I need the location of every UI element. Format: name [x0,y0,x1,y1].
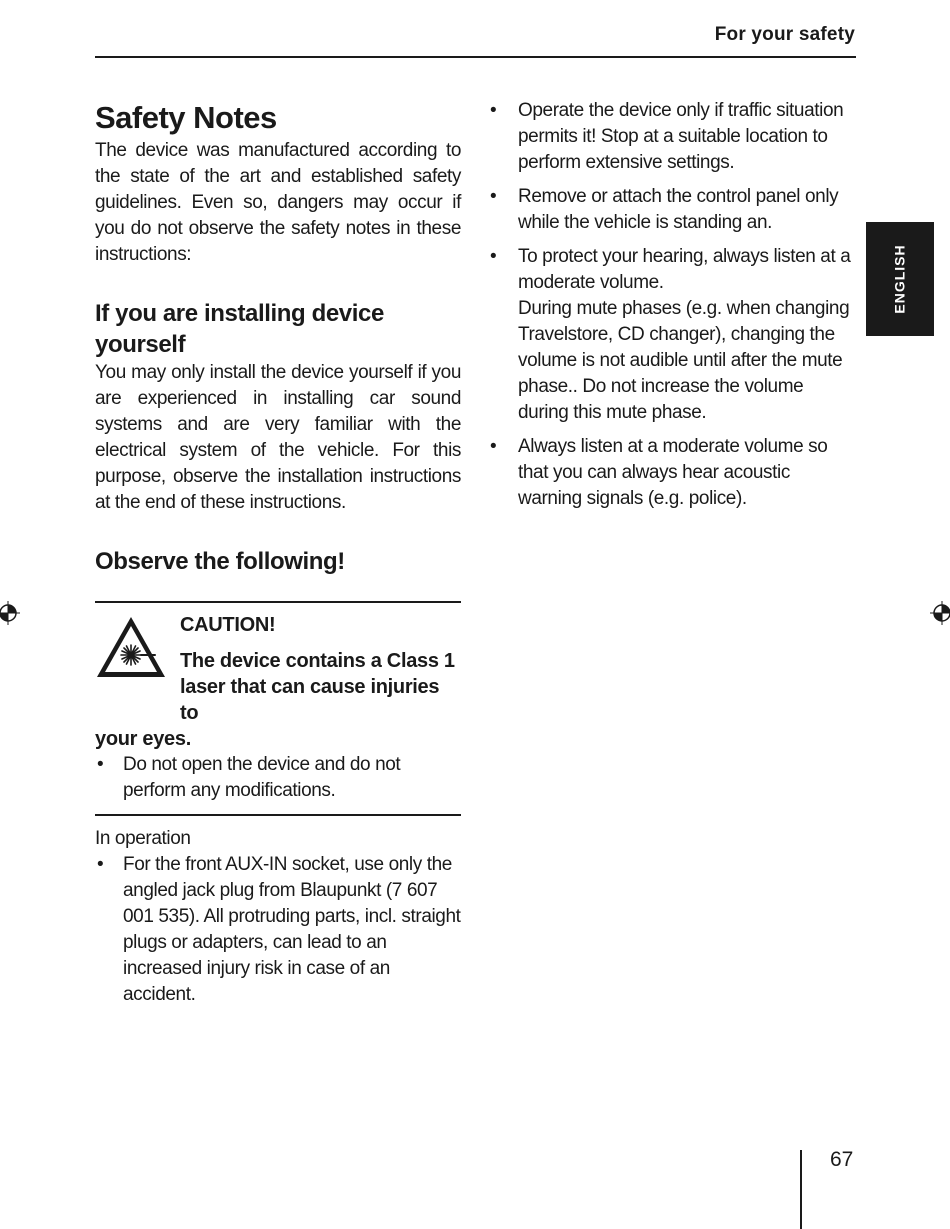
list-item: • Operate the device only if traffic situation permits it! Stop at a suitable location to perform extensive settings. [490,100,844,173]
list-item: • Always listen at a moderate volume so that you can always hear acoustic warning signals (e.g. police). [490,436,828,509]
language-tab-label: ENGLISH [892,244,909,314]
caution-text [180,611,461,726]
language-tab [866,222,934,336]
caution-bullet-list [95,752,461,804]
list-item: • Do not open the device and do not perform any modifications. [97,754,401,801]
list-item: • For the front AUX-IN socket, use only the angled jack plug from Blaupunkt (7 607 001 535). All protruding parts, incl. straight plugs or adapters, can lead to an increased injury risk in case of an accident. [97,854,461,1005]
registration-mark-icon [930,601,950,625]
left-column [95,98,461,1008]
operation-label: In operation [95,828,191,849]
page-number: 67 [830,1148,854,1171]
list-item-text: For the front AUX-IN socket, use only the angled jack plug from Blaupunkt (7 607 001 535). All protruding parts, incl. straight plugs or adapters, can lead to an increased injury risk in case of an accident. [123,854,461,1005]
operation-bullet-list [95,852,461,1008]
safety-bullet-list [490,98,856,512]
caution-title: CAUTION! [180,614,276,636]
list-item: • To protect your hearing, always listen at a moderate volume. During mute phases (e.g. when changing Travelstore, CD changer), changing the volume is not audible until after the mute phase.. Do not increase the volume during this mute phase. [490,246,851,423]
registration-mark-icon [0,601,20,625]
hearing-note: During mute phases (e.g. when changing Travelstore, CD changer), changing the volume is not audible until after the mute phase.. Do not increase the volume during this mute phase. [518,298,850,423]
intro-paragraph: The device was manufactured according to the state of the art and established safety guidelines. Even so, dangers may occur if you do not observe the safety notes in these instructions: [95,140,461,265]
running-header: For your safety [714,24,855,45]
page-title: Safety Notes [95,100,277,135]
right-column [490,98,856,520]
list-item-text: Operate the device only if traffic situation permits it! Stop at a suitable location to perform extensive settings. [518,100,844,173]
caution-warning-line: The device contains a Class 1 laser that can cause injuries to [180,650,455,724]
install-paragraph: You may only install the device yourself if you are experienced in installing car sound systems and are very familiar with the electrical system of the vehicle. For this purpose, observe the installation instructions at the end of these instructions. [95,362,461,513]
list-item-text: Do not open the device and do not perform any modifications. [123,754,401,801]
list-item-text: Remove or attach the control panel only while the vehicle is standing an. [518,186,839,233]
install-heading: If you are installing device yourself [95,300,384,358]
caution-box [95,601,461,816]
caution-header [95,611,461,726]
list-item-text: To protect your hearing, always listen at a moderate volume. [518,246,851,293]
page-number-rule [800,1150,802,1229]
header-rule [95,56,856,58]
laser-warning-icon [95,615,167,679]
observe-heading: Observe the following! [95,548,345,575]
list-item: • Remove or attach the control panel only while the vehicle is standing an. [490,186,839,233]
caution-warning-continuation: your eyes. [95,728,191,750]
list-item-text: Always listen at a moderate volume so that you can always hear acoustic warning signals (e.g. police). [518,436,828,509]
